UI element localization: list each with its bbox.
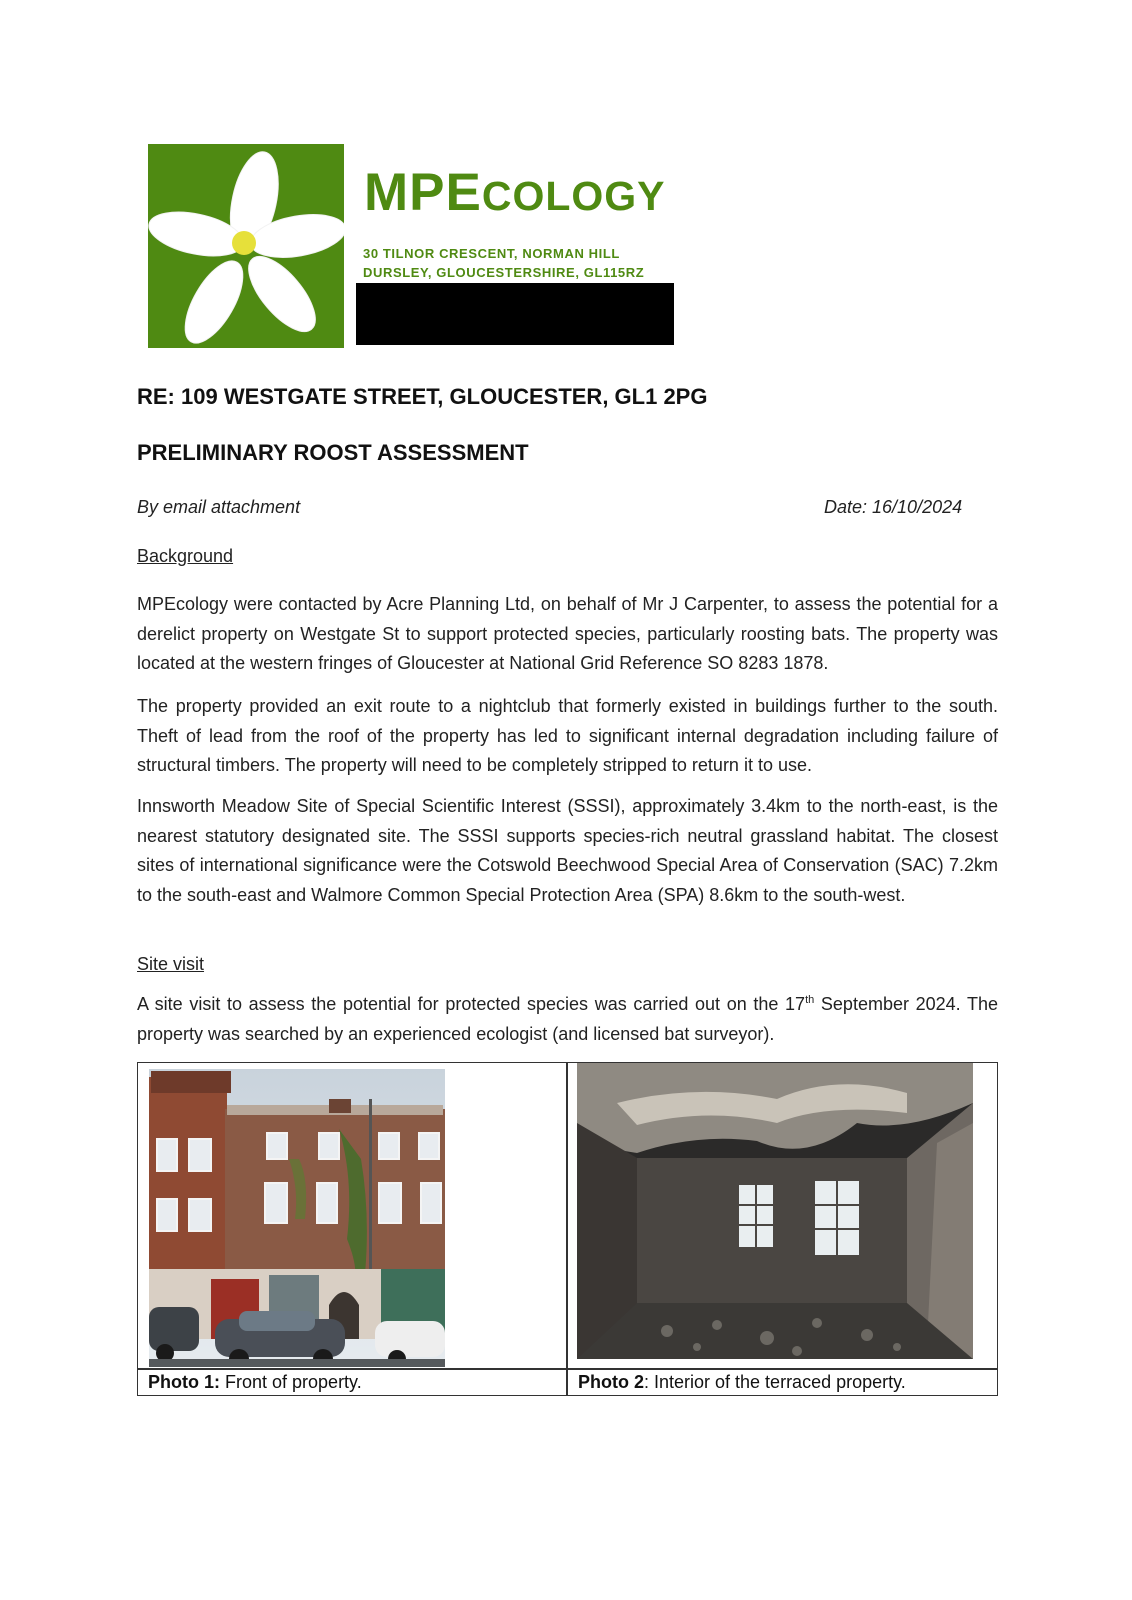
photo-table: [137, 1062, 998, 1396]
document-title: RE: 109 WESTGATE STREET, GLOUCESTER, GL1 2PG: [137, 384, 708, 409]
paragraph-1: MPEcology were contacted by Acre Planning Ltd, on behalf of Mr J Carpenter, to assess the potential for a derelict property on Westgate St to support protected species, particularly roosting bats. The property was located at the western fringes of Gloucester at National Grid Reference SO 8283 1878.: [137, 594, 998, 673]
paragraph-3: Innsworth Meadow Site of Special Scientific Interest (SSSI), approximately 3.4km to the north-east, is the nearest statutory designated site. The SSSI supports species-rich neutral grassland habitat. The closest sites of international significance were the Cotswold Beechwood Special Area of Conservation (SAC) 7.2km to the south-east and Walmore Common Special Protection Area (SPA) 8.6km to the south-west.: [137, 796, 998, 905]
logo-flower-icon: [148, 144, 344, 348]
paragraph-4: A site visit to assess the potential for protected species was carried out on the 17th September 2024. The property was searched by an experienced ecologist (and licensed bat surveyor).: [137, 994, 998, 1044]
site-visit-heading: Site visit: [137, 954, 205, 974]
redacted-block: [356, 283, 674, 345]
company-name: MPECOLOGY: [364, 163, 666, 222]
photo-1-caption: Photo 1: Front of property.: [148, 1372, 362, 1392]
delivery-method: By email attachment: [137, 497, 301, 517]
photo-front-of-property: [149, 1069, 445, 1367]
document-date: Date: 16/10/2024: [824, 497, 963, 517]
photo-interior: [577, 1063, 973, 1359]
photo-2-caption: Photo 2: Interior of the terraced property.: [578, 1372, 906, 1392]
background-heading: Background: [137, 546, 234, 566]
document-subtitle: PRELIMINARY ROOST ASSESSMENT: [137, 440, 529, 465]
paragraph-2: The property provided an exit route to a nightclub that formerly existed in buildings further to the south. Theft of lead from the roof of the property has led to significant internal degradation including failure of structural timbers. The property will need to be completely stripped to return it to use.: [137, 696, 998, 775]
address-line-2: DURSLEY, GLOUCESTERSHIRE, GL115RZ: [363, 265, 645, 280]
address-line-1: 30 TILNOR CRESCENT, NORMAN HILL: [363, 246, 620, 261]
